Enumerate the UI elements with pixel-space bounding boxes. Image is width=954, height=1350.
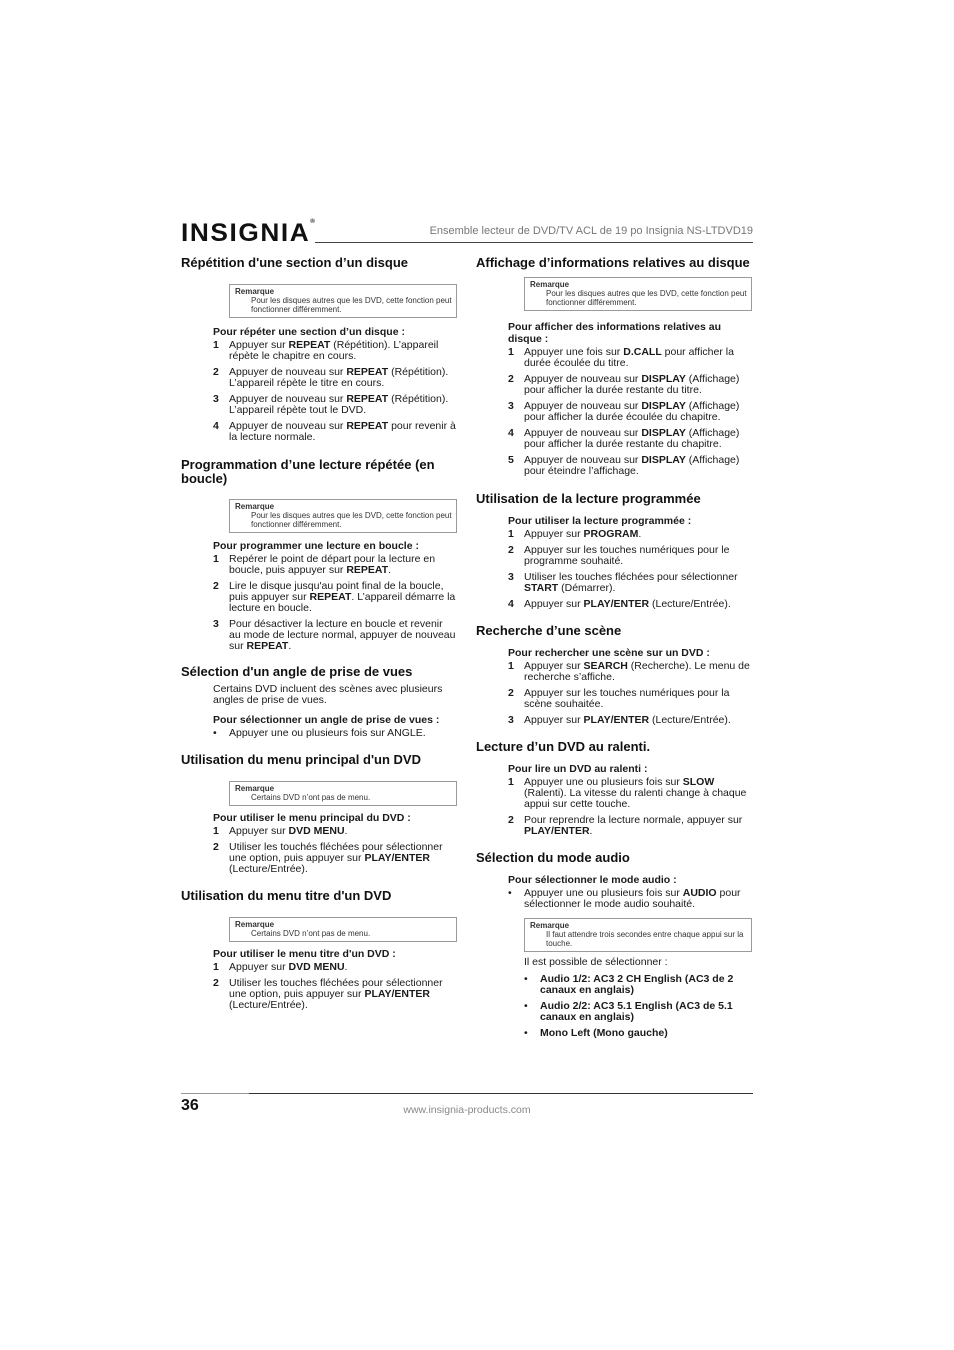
page-footer [181, 1093, 753, 1123]
section-heading: Utilisation de la lecture programmée [476, 491, 701, 506]
step-item: 1 Appuyer une ou plusieurs fois sur SLOW (Ralenti). La vitesse du ralenti change à chaque appui sur cette touche. [508, 776, 747, 810]
step-item: 2 Appuyer sur les touches numériques pour la scène souhaitée. [508, 687, 730, 710]
step-item: 1 Appuyer sur REPEAT (Répétition). L’appareil répète le chapitre en cours. [213, 339, 439, 362]
option-item: • Audio 2/2: AC3 5.1 English (AC3 de 5.1 canaux en anglais) [524, 1000, 733, 1023]
right-column [476, 256, 752, 1039]
step-list [213, 554, 457, 652]
option-item: • Audio 1/2: AC3 2 CH English (AC3 de 2 canaux en anglais) [524, 973, 734, 996]
step-item: 1 Repérer le point de départ pour la lecture en boucle, puis appuyer sur REPEAT. [213, 553, 436, 576]
step-item: 3 Utiliser les touches fléchées pour sélectionner START (Démarrer). [508, 571, 738, 594]
step-item: 2 Appuyer sur les touches numériques pour le programme souhaité. [508, 544, 730, 567]
section-heading: Programmation d’une lecture répétée (en boucle) [181, 457, 435, 486]
note-label: Remarque [235, 287, 275, 296]
step-list [213, 340, 457, 443]
procedure-title: Pour programmer une lecture en boucle : [213, 540, 419, 552]
section-heading: Utilisation du menu principal d'un DVD [181, 752, 421, 767]
step-item: 1 Appuyer sur DVD MENU. [213, 961, 348, 973]
step-list [508, 777, 752, 837]
paragraph: Il est possible de sélectionner : [524, 956, 668, 968]
note-label: Remarque [235, 784, 275, 793]
note-text: Certains DVD n’ont pas de menu. [251, 793, 371, 802]
section-heading: Sélection du mode audio [476, 850, 630, 865]
step-item: 5 Appuyer de nouveau sur DISPLAY (Affichage) pour éteindre l’affichage. [508, 454, 740, 477]
procedure-title: Pour rechercher une scène sur un DVD : [508, 647, 710, 659]
section-heading: Lecture d’un DVD au ralenti. [476, 739, 651, 754]
note-box [524, 277, 752, 311]
bullet-list [213, 728, 457, 739]
option-item: • Mono Left (Mono gauche) [524, 1027, 668, 1039]
note-label: Remarque [530, 921, 570, 930]
section-heading: Recherche d’une scène [476, 623, 622, 638]
note-box [229, 917, 457, 942]
note-label: Remarque [530, 280, 570, 289]
step-item: 1 Appuyer sur PROGRAM. [508, 528, 642, 540]
step-list [508, 529, 752, 610]
note-box [229, 284, 457, 318]
footer-rule [249, 1093, 753, 1094]
note-text: Il faut attendre trois secondes entre chaque appui sur la touche. [546, 930, 744, 948]
options-list [524, 974, 752, 1039]
step-list [508, 661, 752, 726]
step-item: 4 Appuyer de nouveau sur DISPLAY (Affichage) pour afficher la durée restante du chapitre. [508, 427, 740, 450]
bullet-item: • Appuyer une ou plusieurs fois sur ANGLE. [213, 727, 426, 739]
note-box [229, 781, 457, 806]
note-box [524, 918, 752, 952]
step-item: 1 Appuyer une fois sur D.CALL pour afficher la durée écoulée du titre. [508, 346, 734, 369]
step-list [213, 962, 457, 1011]
section-heading: Affichage d’informations relatives au disque [476, 255, 750, 270]
step-item: 2 Appuyer de nouveau sur DISPLAY (Affichage) pour afficher la durée restante du titre. [508, 373, 740, 396]
note-text: Pour les disques autres que les DVD, cette fonction peut fonctionner différemment. [251, 296, 452, 314]
step-item: 1 Appuyer sur DVD MENU. [213, 825, 348, 837]
section-heading: Sélection d'un angle de prise de vues [181, 664, 413, 679]
step-item: 3 Appuyer sur PLAY/ENTER (Lecture/Entrée). [508, 714, 731, 726]
insignia-logo: INSIGNIA® [181, 219, 315, 247]
procedure-title: Pour utiliser le menu titre d'un DVD : [213, 948, 396, 960]
step-item: 4 Appuyer de nouveau sur REPEAT pour revenir à la lecture normale. [213, 420, 456, 443]
note-text: Pour les disques autres que les DVD, cette fonction peut fonctionner différemment. [251, 511, 452, 529]
note-box [229, 499, 457, 533]
section-heading: Répétition d'une section d’un disque [181, 255, 408, 270]
procedure-title: Pour utiliser la lecture programmée : [508, 515, 692, 527]
page-number: 36 [181, 1097, 199, 1114]
header-rule [315, 242, 753, 243]
procedure-title: Pour sélectionner un angle de prise de vues : [213, 714, 440, 726]
procedure-title: Pour répéter une section d’un disque : [213, 326, 405, 338]
bullet-list [508, 888, 752, 910]
step-item: 3 Pour désactiver la lecture en boucle et revenir au mode de lecture normal, appuyer de nouveau sur REPEAT. [213, 618, 456, 652]
footer-rule [181, 1093, 249, 1094]
paragraph: Certains DVD incluent des scènes avec plusieurs angles de prise de vues. [213, 683, 443, 706]
procedure-title: Pour sélectionner le mode audio : [508, 874, 677, 886]
step-item: 2 Pour reprendre la lecture normale, appuyer sur PLAY/ENTER. [508, 814, 743, 837]
page-header [181, 219, 753, 249]
bullet-item: • Appuyer une ou plusieurs fois sur AUDIO pour sélectionner le mode audio souhaité. [508, 887, 741, 910]
procedure-title: Pour lire un DVD au ralenti : [508, 763, 648, 775]
note-text: Pour les disques autres que les DVD, cette fonction peut fonctionner différemment. [546, 289, 747, 307]
note-text: Certains DVD n’ont pas de menu. [251, 929, 371, 938]
step-item: 2 Utiliser les touchés fléchées pour sélectionner une option, puis appuyer sur PLAY/ENTER (Lecture/Entrée). [213, 841, 443, 875]
step-item: 4 Appuyer sur PLAY/ENTER (Lecture/Entrée). [508, 598, 731, 610]
header-title: Ensemble lecteur de DVD/TV ACL de 19 po Insignia NS-LTDVD19 [429, 225, 753, 237]
step-item: 1 Appuyer sur SEARCH (Recherche). Le menu de recherche s’affiche. [508, 660, 750, 683]
note-label: Remarque [235, 502, 275, 511]
step-list [508, 347, 752, 477]
note-label: Remarque [235, 920, 275, 929]
left-column [181, 256, 457, 1011]
step-item: 2 Lire le disque jusqu'au point final de la boucle, puis appuyer sur REPEAT. L’appareil démarre la lecture en boucle. [213, 580, 456, 614]
step-item: 3 Appuyer de nouveau sur REPEAT (Répétition). L’appareil répète tout le DVD. [213, 393, 449, 416]
footer-url[interactable]: www.insignia-products.com [403, 1104, 531, 1116]
procedure-title: Pour afficher des informations relatives au disque : [508, 321, 721, 345]
step-item: 2 Utiliser les touches fléchées pour sélectionner une option, puis appuyer sur PLAY/ENTER (Lecture/Entrée). [213, 977, 443, 1011]
section-heading: Utilisation du menu titre d'un DVD [181, 888, 392, 903]
procedure-title: Pour utiliser le menu principal du DVD : [213, 812, 411, 824]
step-item: 2 Appuyer de nouveau sur REPEAT (Répétition). L’appareil répète le titre en cours. [213, 366, 449, 389]
step-item: 3 Appuyer de nouveau sur DISPLAY (Affichage) pour afficher la durée écoulée du chapitre. [508, 400, 740, 423]
step-list [213, 826, 457, 875]
